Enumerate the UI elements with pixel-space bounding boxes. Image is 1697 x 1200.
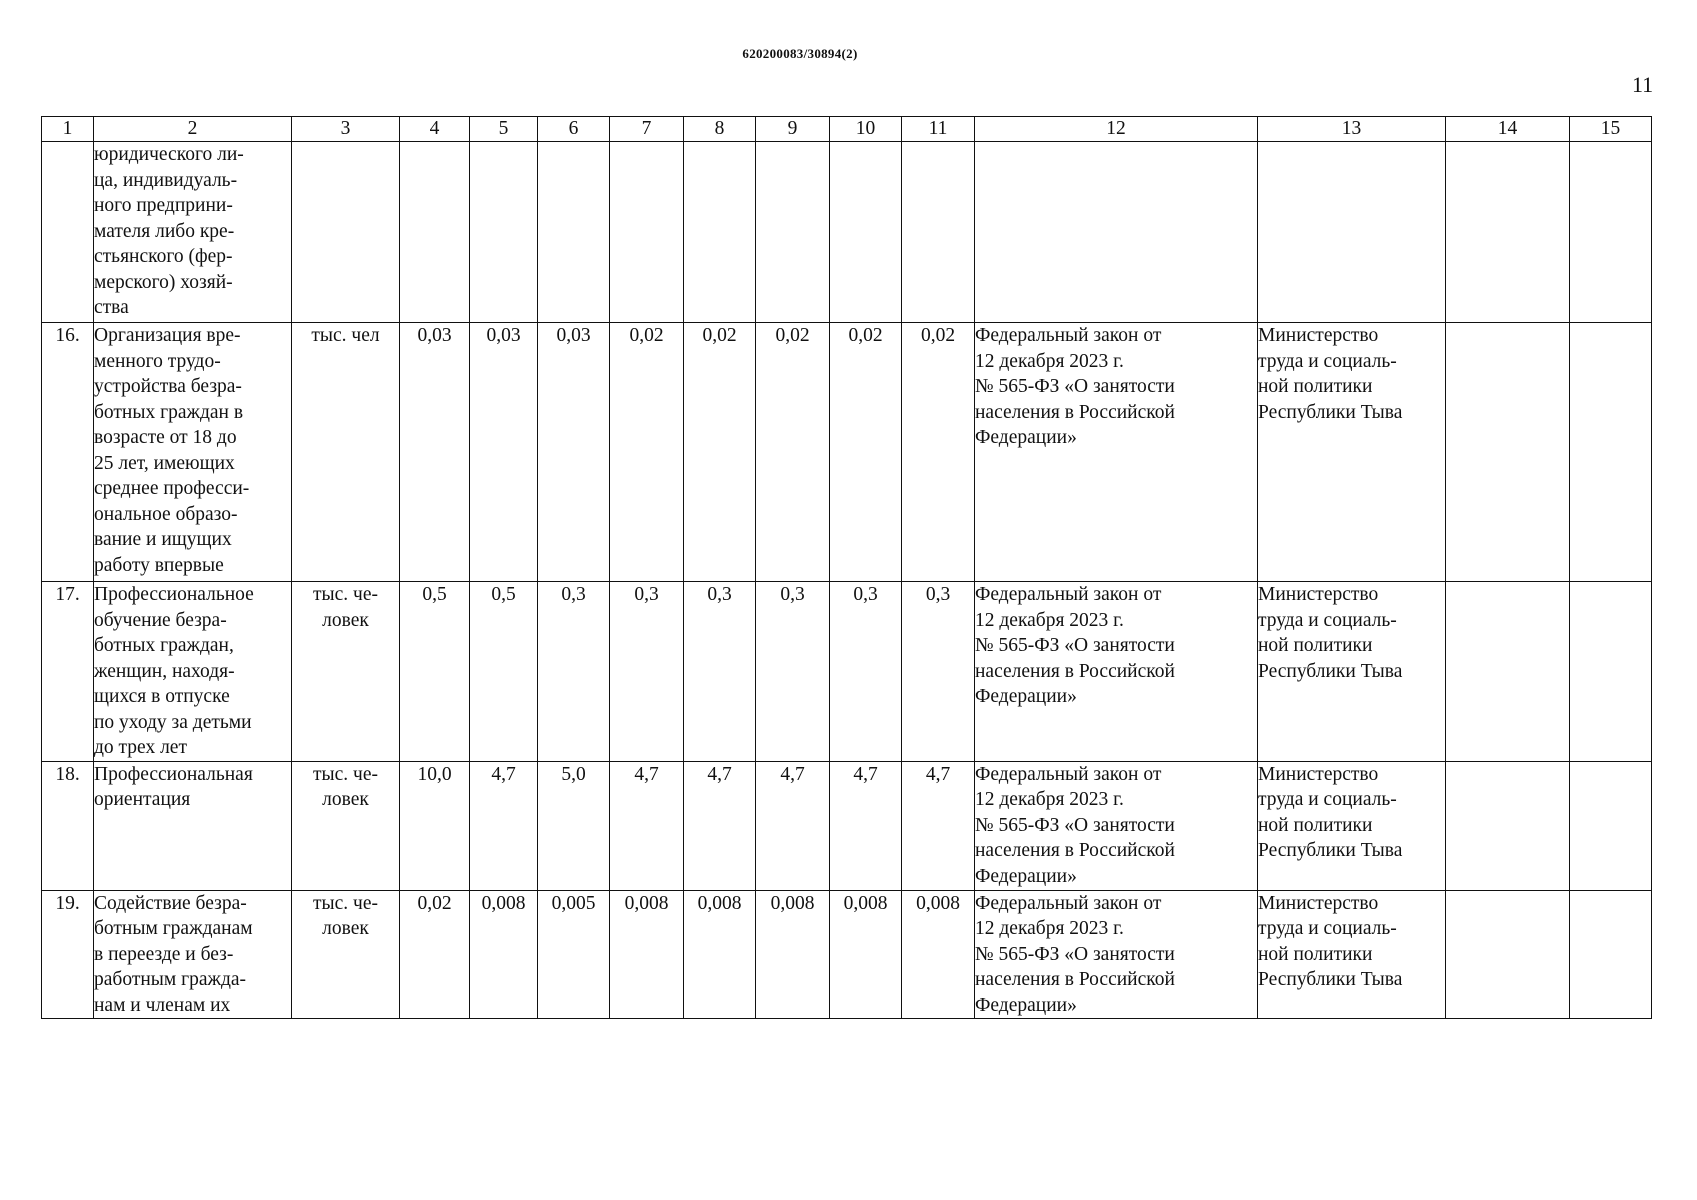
value-col-11: 0,3 (902, 582, 975, 762)
value-col-7: 0,02 (610, 323, 684, 582)
table-row (42, 761, 1652, 890)
value-col-7: 4,7 (610, 761, 684, 890)
col-15-cell (1570, 323, 1652, 582)
row-number: 18. (42, 761, 94, 890)
value-col-9: 0,3 (756, 582, 830, 762)
unit-of-measure: тыс. че- ловек (292, 890, 400, 1019)
value-col-10: 0,3 (830, 582, 902, 762)
value-col-10 (830, 142, 902, 323)
value-col-9 (756, 142, 830, 323)
value-col-9: 0,008 (756, 890, 830, 1019)
legal-basis: Федеральный закон от 12 декабря 2023 г. № 565-ФЗ «О занятости населения в Российской Федерации» (975, 890, 1258, 1019)
column-number-3: 3 (292, 117, 400, 142)
legal-basis: Федеральный закон от 12 декабря 2023 г. № 565-ФЗ «О занятости населения в Российской Федерации» (975, 761, 1258, 890)
value-col-4: 10,0 (400, 761, 470, 890)
col-14-cell (1446, 582, 1570, 762)
value-col-6 (538, 142, 610, 323)
value-col-5 (470, 142, 538, 323)
col-14-cell (1446, 890, 1570, 1019)
document-id: 620200083/30894(2) (742, 46, 858, 61)
legal-basis (975, 142, 1258, 323)
measure-name: Организация вре- менного трудо- устройства безра- ботных граждан в возрасте от 18 до 25 лет, имеющих среднее професси- ональное образо- вание и ищущих работу впервые (94, 323, 292, 582)
value-col-5: 4,7 (470, 761, 538, 890)
value-col-6: 0,3 (538, 582, 610, 762)
table-row (42, 142, 1652, 323)
responsible-agency: Министерство труда и социаль- ной политики Республики Тыва (1258, 890, 1446, 1019)
page-number: 11 (1632, 72, 1654, 97)
column-number-row (42, 117, 1652, 142)
column-number-10: 10 (830, 117, 902, 142)
value-col-5: 0,5 (470, 582, 538, 762)
table-row (42, 890, 1652, 1019)
value-col-11: 0,02 (902, 323, 975, 582)
col-15-cell (1570, 761, 1652, 890)
value-col-4: 0,03 (400, 323, 470, 582)
column-number-11: 11 (902, 117, 975, 142)
unit-of-measure: тыс. чел (292, 323, 400, 582)
table-row (42, 582, 1652, 762)
responsible-agency: Министерство труда и социаль- ной политики Республики Тыва (1258, 323, 1446, 582)
unit-of-measure (292, 142, 400, 323)
column-number-7: 7 (610, 117, 684, 142)
value-col-6: 5,0 (538, 761, 610, 890)
responsible-agency (1258, 142, 1446, 323)
legal-basis: Федеральный закон от 12 декабря 2023 г. № 565-ФЗ «О занятости населения в Российской Федерации» (975, 582, 1258, 762)
value-col-11: 0,008 (902, 890, 975, 1019)
col-15-cell (1570, 890, 1652, 1019)
value-col-9: 4,7 (756, 761, 830, 890)
value-col-5: 0,008 (470, 890, 538, 1019)
value-col-4: 0,02 (400, 890, 470, 1019)
value-col-8: 0,3 (684, 582, 756, 762)
column-number-4: 4 (400, 117, 470, 142)
data-table (41, 116, 1652, 1019)
measure-name: юридического ли- ца, индивидуаль- ного предприни- мателя либо кре- стьянского (фер- мерского) хозяй- ства (94, 142, 292, 323)
row-number: 19. (42, 890, 94, 1019)
column-number-12: 12 (975, 117, 1258, 142)
legal-basis: Федеральный закон от 12 декабря 2023 г. № 565-ФЗ «О занятости населения в Российской Федерации» (975, 323, 1258, 582)
column-number-6: 6 (538, 117, 610, 142)
value-col-8 (684, 142, 756, 323)
col-15-cell (1570, 582, 1652, 762)
col-14-cell (1446, 323, 1570, 582)
col-14-cell (1446, 761, 1570, 890)
column-number-1: 1 (42, 117, 94, 142)
column-number-14: 14 (1446, 117, 1570, 142)
col-15-cell (1570, 142, 1652, 323)
value-col-4: 0,5 (400, 582, 470, 762)
responsible-agency: Министерство труда и социаль- ной политики Республики Тыва (1258, 761, 1446, 890)
column-number-9: 9 (756, 117, 830, 142)
measure-name: Профессиональное обучение безра- ботных граждан, женщин, находя- щихся в отпуске по уходу за детьми до трех лет (94, 582, 292, 762)
row-number (42, 142, 94, 323)
value-col-11: 4,7 (902, 761, 975, 890)
value-col-6: 0,03 (538, 323, 610, 582)
value-col-9: 0,02 (756, 323, 830, 582)
value-col-10: 4,7 (830, 761, 902, 890)
table-row (42, 323, 1652, 582)
value-col-5: 0,03 (470, 323, 538, 582)
unit-of-measure: тыс. че- ловек (292, 761, 400, 890)
column-number-2: 2 (94, 117, 292, 142)
column-number-5: 5 (470, 117, 538, 142)
measure-name: Содействие безра- ботным гражданам в переезде и без- работным гражда- нам и членам их (94, 890, 292, 1019)
unit-of-measure: тыс. че- ловек (292, 582, 400, 762)
row-number: 17. (42, 582, 94, 762)
value-col-10: 0,02 (830, 323, 902, 582)
row-number: 16. (42, 323, 94, 582)
value-col-7 (610, 142, 684, 323)
value-col-10: 0,008 (830, 890, 902, 1019)
value-col-8: 0,02 (684, 323, 756, 582)
value-col-8: 0,008 (684, 890, 756, 1019)
value-col-6: 0,005 (538, 890, 610, 1019)
measure-name: Профессиональная ориентация (94, 761, 292, 890)
value-col-7: 0,008 (610, 890, 684, 1019)
column-number-8: 8 (684, 117, 756, 142)
value-col-4 (400, 142, 470, 323)
value-col-7: 0,3 (610, 582, 684, 762)
column-number-15: 15 (1570, 117, 1652, 142)
col-14-cell (1446, 142, 1570, 323)
value-col-11 (902, 142, 975, 323)
value-col-8: 4,7 (684, 761, 756, 890)
column-number-13: 13 (1258, 117, 1446, 142)
responsible-agency: Министерство труда и социаль- ной политики Республики Тыва (1258, 582, 1446, 762)
